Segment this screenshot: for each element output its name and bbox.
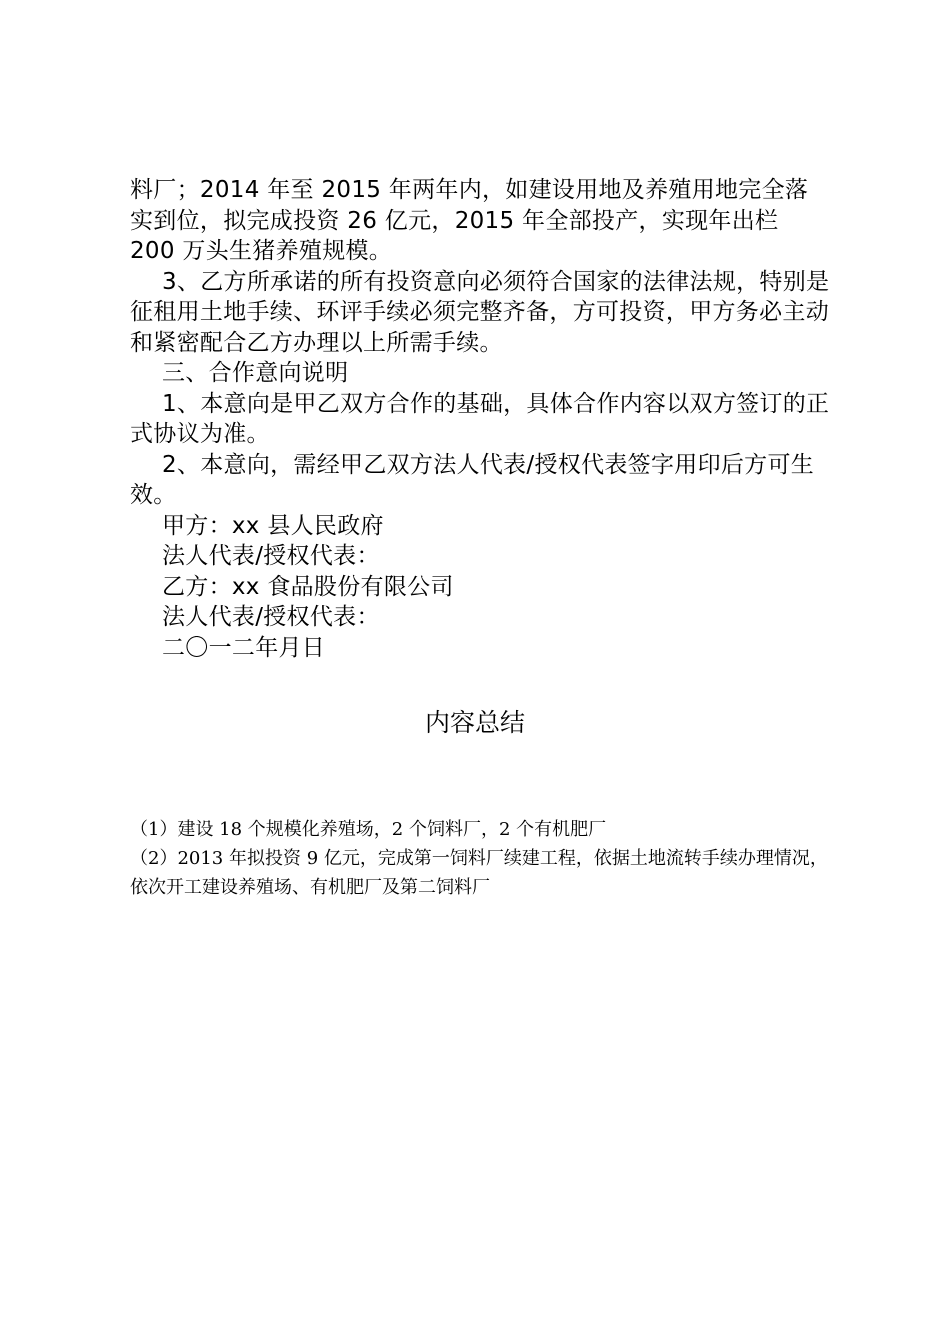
party-b-line: 乙方：xx 食品股份有限公司: [162, 573, 454, 600]
paragraph-item-2: 2、本意向，需经甲乙双方法人代表/授权代表签字用印后方可生效。: [130, 451, 815, 508]
date-line: 二〇一二年月日: [162, 634, 326, 661]
paragraph-item-3: 3、乙方所承诺的所有投资意向必须符合国家的法律法规，特别是征租用土地手续、环评手续必须完整齐备，方可投资，甲方务必主动和紧密配合乙方办理以上所需手续。: [130, 268, 830, 356]
party-b-representative-line: 法人代表/授权代表：: [162, 604, 380, 630]
summary-item: （1）建设 18 个规模化养殖场，2 个饲料厂，2 个有机肥厂: [130, 819, 607, 840]
paragraph-item-1: 1、本意向是甲乙双方合作的基础，具体合作内容以双方签订的正式协议为准。: [130, 390, 830, 447]
section-heading-cooperation: 三、合作意向说明: [162, 360, 349, 386]
summary-title: 内容总结: [424, 708, 525, 737]
summary-item: （2）2013 年拟投资 9 亿元，完成第一饲料厂续建工程，依据土地流转手续办理情况，依次开工建设养殖场、有机肥厂及第二饲料厂: [130, 848, 828, 898]
party-a-representative-line: 法人代表/授权代表：: [162, 543, 380, 569]
paragraph-continuation: 料厂；2014 年至 2015 年两年内，如建设用地及养殖用地完全落实到位，拟完成投资 26 亿元，2015 年全部投产，实现年出栏 200 万头生猪养殖规模。: [130, 177, 809, 264]
summary-list: [130, 815, 830, 902]
document-body: [130, 175, 830, 663]
party-a-line: 甲方：xx 县人民政府: [162, 512, 384, 539]
